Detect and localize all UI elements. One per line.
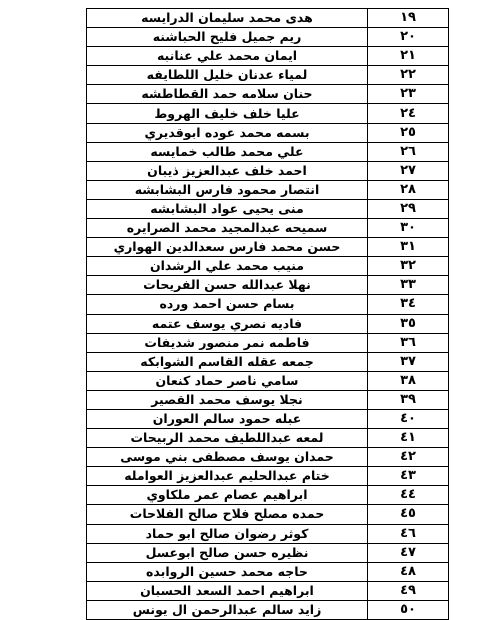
table-row bbox=[87, 562, 449, 581]
person-name-cell: جمعه عقله القاسم الشوابكه bbox=[87, 352, 368, 371]
table-row bbox=[87, 467, 449, 486]
person-name-cell: نظيره حسن صالح ابوعسل bbox=[87, 543, 368, 562]
table-row bbox=[87, 295, 449, 314]
row-number-cell: ٣٩ bbox=[368, 390, 449, 409]
table-row bbox=[87, 390, 449, 409]
table-row bbox=[87, 314, 449, 333]
row-number-cell: ٢٦ bbox=[368, 142, 449, 161]
person-name-cell: نهلا عبدالله حسن الفريحات bbox=[87, 276, 368, 295]
row-number-cell: ٢٤ bbox=[368, 104, 449, 123]
person-name-cell: هدى محمد سليمان الدرايسه bbox=[87, 9, 368, 28]
table-row bbox=[87, 505, 449, 524]
table-row bbox=[87, 276, 449, 295]
table-row bbox=[87, 600, 449, 619]
row-number-cell: ٣٧ bbox=[368, 352, 449, 371]
table-row bbox=[87, 581, 449, 600]
row-number-cell: ٤٨ bbox=[368, 562, 449, 581]
person-name-cell: سميحه عبدالمجيد محمد الصرايره bbox=[87, 219, 368, 238]
row-number-cell: ٤٤ bbox=[368, 486, 449, 505]
person-name-cell: حنان سلامه حمد القطاطشه bbox=[87, 85, 368, 104]
person-name-cell: بسام حسن احمد ورده bbox=[87, 295, 368, 314]
table-row bbox=[87, 524, 449, 543]
person-name-cell: حسن محمد فارس سعدالدين الهواري bbox=[87, 238, 368, 257]
table-row bbox=[87, 257, 449, 276]
row-number-cell: ٣٣ bbox=[368, 276, 449, 295]
row-number-cell: ١٩ bbox=[368, 9, 449, 28]
row-number-cell: ٣٨ bbox=[368, 371, 449, 390]
table-row bbox=[87, 199, 449, 218]
person-name-cell: ابراهيم احمد السعد الحسبان bbox=[87, 581, 368, 600]
names-list-sheet bbox=[86, 8, 449, 620]
person-name-cell: حمده مصلح فلاح صالح الفلاحات bbox=[87, 505, 368, 524]
row-number-cell: ٢٥ bbox=[368, 123, 449, 142]
person-name-cell: زايد سالم عبدالرحمن ال يونس bbox=[87, 600, 368, 619]
row-number-cell: ٤٩ bbox=[368, 581, 449, 600]
names-table bbox=[86, 8, 449, 620]
table-row bbox=[87, 333, 449, 352]
row-number-cell: ٢٢ bbox=[368, 66, 449, 85]
row-number-cell: ٣٢ bbox=[368, 257, 449, 276]
person-name-cell: انتصار محمود فارس البشابشه bbox=[87, 180, 368, 199]
person-name-cell: فاديه نصري يوسف عتمه bbox=[87, 314, 368, 333]
table-row bbox=[87, 543, 449, 562]
row-number-cell: ٤٣ bbox=[368, 467, 449, 486]
table-row bbox=[87, 161, 449, 180]
row-number-cell: ٣٥ bbox=[368, 314, 449, 333]
row-number-cell: ٢٣ bbox=[368, 85, 449, 104]
row-number-cell: ٤٠ bbox=[368, 409, 449, 428]
person-name-cell: كوثر رضوان صالح ابو حماد bbox=[87, 524, 368, 543]
person-name-cell: منى يحيى عواد البشابشه bbox=[87, 199, 368, 218]
person-name-cell: عليا خلف خليف الهروط bbox=[87, 104, 368, 123]
table-row bbox=[87, 409, 449, 428]
row-number-cell: ٣٦ bbox=[368, 333, 449, 352]
table-row bbox=[87, 219, 449, 238]
table-row bbox=[87, 28, 449, 47]
person-name-cell: لمياء عدنان خليل اللطايفه bbox=[87, 66, 368, 85]
table-row bbox=[87, 66, 449, 85]
row-number-cell: ٥٠ bbox=[368, 600, 449, 619]
person-name-cell: لمعه عبداللطيف محمد الربيحات bbox=[87, 429, 368, 448]
row-number-cell: ٢٠ bbox=[368, 28, 449, 47]
row-number-cell: ٤٥ bbox=[368, 505, 449, 524]
person-name-cell: ختام عبدالحليم عبدالعزيز العوامله bbox=[87, 467, 368, 486]
row-number-cell: ٣١ bbox=[368, 238, 449, 257]
row-number-cell: ٤٧ bbox=[368, 543, 449, 562]
table-row bbox=[87, 123, 449, 142]
table-row bbox=[87, 238, 449, 257]
person-name-cell: حمدان يوسف مصطفى بني موسى bbox=[87, 448, 368, 467]
row-number-cell: ٤١ bbox=[368, 429, 449, 448]
table-row bbox=[87, 429, 449, 448]
table-row bbox=[87, 47, 449, 66]
table-row bbox=[87, 180, 449, 199]
person-name-cell: ريم جميل فليح الحباشنه bbox=[87, 28, 368, 47]
table-row bbox=[87, 85, 449, 104]
person-name-cell: علي محمد طالب خمايسه bbox=[87, 142, 368, 161]
row-number-cell: ٢٧ bbox=[368, 161, 449, 180]
table-row bbox=[87, 371, 449, 390]
table-row bbox=[87, 486, 449, 505]
row-number-cell: ٢١ bbox=[368, 47, 449, 66]
person-name-cell: سامي ناصر حماد كنعان bbox=[87, 371, 368, 390]
table-row bbox=[87, 448, 449, 467]
row-number-cell: ٤٢ bbox=[368, 448, 449, 467]
person-name-cell: عبله حمود سالم العوران bbox=[87, 409, 368, 428]
person-name-cell: حاجه محمد حسين الروابده bbox=[87, 562, 368, 581]
person-name-cell: نجلا يوسف محمد القصير bbox=[87, 390, 368, 409]
person-name-cell: احمد خلف عبدالعزيز ذيبان bbox=[87, 161, 368, 180]
person-name-cell: بسمه محمد عوده ابوقديري bbox=[87, 123, 368, 142]
row-number-cell: ٣٠ bbox=[368, 219, 449, 238]
names-table-body bbox=[87, 9, 449, 620]
person-name-cell: ايمان محمد علي عنانبه bbox=[87, 47, 368, 66]
person-name-cell: ابراهيم عصام عمر ملكاوي bbox=[87, 486, 368, 505]
row-number-cell: ٣٤ bbox=[368, 295, 449, 314]
person-name-cell: فاطمه نمر منصور شديفات bbox=[87, 333, 368, 352]
table-row bbox=[87, 9, 449, 28]
table-row bbox=[87, 142, 449, 161]
row-number-cell: ٢٨ bbox=[368, 180, 449, 199]
person-name-cell: منيب محمد علي الرشدان bbox=[87, 257, 368, 276]
table-row bbox=[87, 104, 449, 123]
row-number-cell: ٤٦ bbox=[368, 524, 449, 543]
row-number-cell: ٢٩ bbox=[368, 199, 449, 218]
table-row bbox=[87, 352, 449, 371]
